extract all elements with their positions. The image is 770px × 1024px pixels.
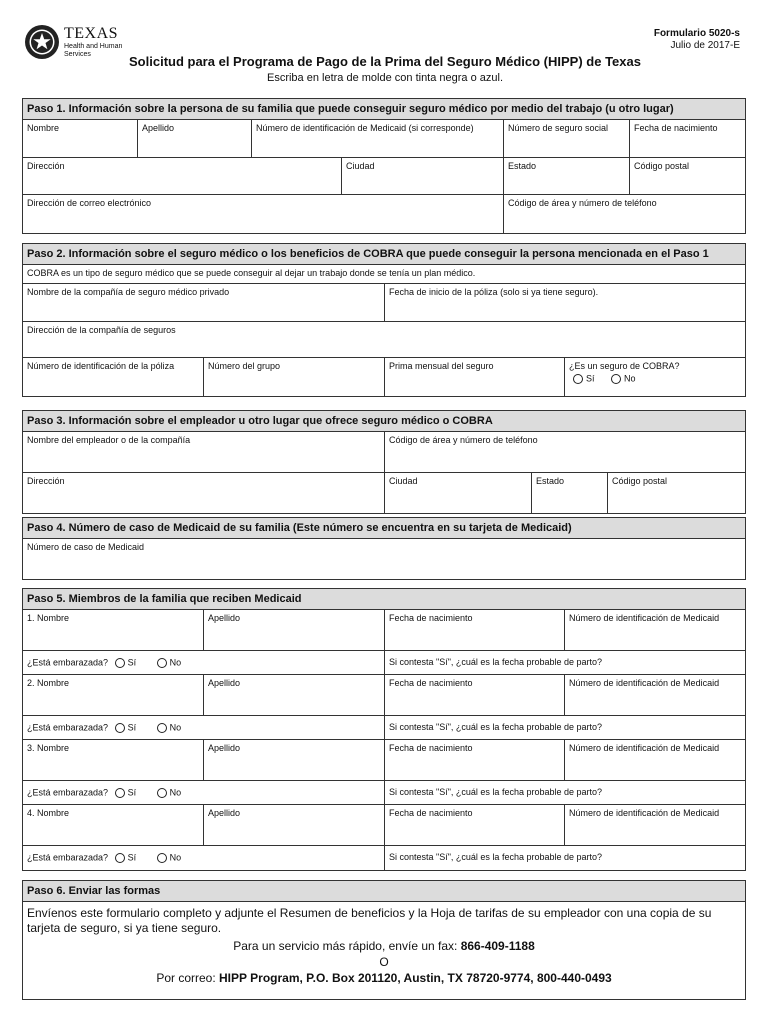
step2-company-address-field[interactable] (23, 322, 747, 357)
field-label: Fecha de nacimiento (389, 678, 473, 688)
mail-address: HIPP Program, P.O. Box 201120, Austin, TX 78720-9774, 800-440-0493 (219, 971, 612, 985)
form-number: Formulario 5020-s (653, 28, 740, 39)
member-2-pregnant-question (23, 716, 384, 739)
field-label: Número de identificación de Medicaid (si corresponde) (256, 123, 474, 133)
step3-zip-field[interactable] (607, 473, 747, 513)
member-1-medicaid-id-field[interactable] (564, 610, 747, 650)
member-2-medicaid-id-field[interactable] (564, 675, 747, 715)
field-label: Nombre de la compañía de seguro médico privado (27, 287, 230, 297)
field-label: Dirección de la compañía de seguros (27, 325, 176, 335)
field-label: Número del grupo (208, 361, 281, 371)
form-date: Julio de 2017-E (670, 40, 740, 51)
or-separator: O (379, 955, 389, 969)
member-2-first-name-field[interactable] (23, 675, 203, 715)
step1-dob-field[interactable] (629, 120, 747, 157)
step1-phone-field[interactable] (503, 195, 747, 233)
member-4-pregnant-question (23, 846, 384, 870)
field-label: 1. Nombre (27, 613, 70, 623)
member-1-pregnant-yes-radio[interactable] (115, 658, 125, 668)
member-3-pregnant-question (23, 781, 384, 804)
step1-heading: Paso 1. Información sobre la persona de su familia que puede conseguir seguro médico por medio del trabajo (u otro lugar) (23, 99, 745, 120)
member-3-due-date-field[interactable] (384, 781, 747, 804)
field-label: ¿Está embarazada? (27, 787, 109, 798)
step5-section (22, 588, 746, 871)
member-4-medicaid-id-field[interactable] (564, 805, 747, 845)
step1-last-name-field[interactable] (137, 120, 251, 157)
step1-row-address (23, 158, 745, 195)
step2-company-name-field[interactable] (23, 284, 384, 321)
step1-first-name-field[interactable] (23, 120, 137, 157)
member-3-last-name-field[interactable] (203, 740, 384, 780)
member-4-due-date-field[interactable] (384, 846, 747, 870)
step2-policy-id-field[interactable] (23, 358, 203, 396)
step4-row-case (23, 539, 745, 579)
step5-member-1-row (23, 610, 745, 651)
member-2-last-name-field[interactable] (203, 675, 384, 715)
step1-row-contact (23, 195, 745, 233)
step3-employer-name-field[interactable] (23, 432, 384, 472)
step2-row-note (23, 265, 745, 284)
member-1-pregnant-no-radio[interactable] (157, 658, 167, 668)
member-3-dob-field[interactable] (384, 740, 564, 780)
member-4-last-name-field[interactable] (203, 805, 384, 845)
step1-state-field[interactable] (503, 158, 629, 194)
step1-email-field[interactable] (23, 195, 503, 233)
field-label: Prima mensual del seguro (389, 361, 494, 371)
step2-section (22, 243, 746, 397)
option-label: No (169, 852, 182, 863)
field-label: Nombre del empleador o de la compañía (27, 435, 191, 445)
member-2-due-date-field[interactable] (384, 716, 747, 739)
step5-member-2-pregnancy-row (23, 716, 745, 740)
member-1-last-name-field[interactable] (203, 610, 384, 650)
cobra-note: COBRA es un tipo de seguro médico que se puede conseguir al dejar un trabajo donde se tenía un plan médico. (27, 268, 476, 278)
field-label: Apellido (142, 123, 175, 133)
field-label: Apellido (208, 743, 241, 753)
field-label: Dirección de correo electrónico (27, 198, 152, 208)
step1-city-field[interactable] (341, 158, 503, 194)
step2-row-company-address (23, 322, 745, 358)
field-label: Estado (536, 476, 565, 486)
option-label: No (169, 722, 182, 733)
form-id-block (654, 28, 740, 52)
field-label: 3. Nombre (27, 743, 70, 753)
member-2-dob-field[interactable] (384, 675, 564, 715)
field-label: Número de identificación de Medicaid (569, 743, 720, 753)
fax-line (23, 938, 745, 954)
member-3-medicaid-id-field[interactable] (564, 740, 747, 780)
field-label: Dirección (27, 161, 65, 171)
step5-member-1-pregnancy-row (23, 651, 745, 675)
step6-instructions: Envíenos este formulario completo y adjunte el Resumen de beneficios y la Hoja de tarifas de su empleador con una copia de su tarjeta de seguro, si ya tiene seguro. (27, 906, 712, 935)
step1-medicaid-id-field[interactable] (251, 120, 503, 157)
field-label: Número de seguro social (508, 123, 609, 133)
field-label: Ciudad (346, 161, 375, 171)
step1-zip-field[interactable] (629, 158, 747, 194)
step2-group-number-field[interactable] (203, 358, 384, 396)
field-label: 2. Nombre (27, 678, 70, 688)
member-2-pregnant-yes-radio[interactable] (115, 723, 125, 733)
field-label: Fecha de nacimiento (389, 743, 473, 753)
field-label: Número de identificación de Medicaid (569, 808, 720, 818)
page-title: Solicitud para el Programa de Pago de la Prima del Seguro Médico (HIPP) de Texas (129, 54, 641, 69)
field-label: Fecha de inicio de la póliza (solo si ya tiene seguro). (389, 287, 599, 297)
step3-address-field[interactable] (23, 473, 384, 513)
step5-member-3-pregnancy-row (23, 781, 745, 805)
field-label: Apellido (208, 678, 241, 688)
member-3-pregnant-no-radio[interactable] (157, 788, 167, 798)
field-label: Apellido (208, 613, 241, 623)
field-label: Fecha de nacimiento (634, 123, 718, 133)
option-label: Sí (127, 657, 137, 668)
option-label: Sí (127, 787, 137, 798)
step3-row-address (23, 473, 745, 513)
field-label: Si contesta "Sí", ¿cuál es la fecha probable de parto? (389, 852, 603, 862)
logo-wordmark: TEXAS (64, 25, 119, 42)
option-label: Sí (586, 373, 595, 384)
step2-premium-field[interactable] (384, 358, 564, 396)
step3-phone-field[interactable] (384, 432, 747, 472)
step3-section (22, 410, 746, 514)
step5-member-2-row (23, 675, 745, 716)
option-label: No (169, 787, 182, 798)
fax-prefix: Para un servicio más rápido, envíe un fax: (233, 939, 461, 953)
cobra-yes-radio[interactable] (573, 374, 583, 384)
step2-policy-start-field[interactable] (384, 284, 747, 321)
mail-prefix: Por correo: (156, 971, 220, 985)
step1-address-field[interactable] (23, 158, 341, 194)
option-label: No (169, 657, 182, 668)
step3-state-field[interactable] (531, 473, 607, 513)
step1-row-name (23, 120, 745, 158)
step5-member-4-pregnancy-row (23, 846, 745, 870)
fax-number: 866-409-1188 (460, 939, 535, 953)
step6-heading: Paso 6. Enviar las formas (23, 881, 745, 902)
field-label: Código postal (612, 476, 668, 486)
member-4-pregnant-no-radio[interactable] (157, 853, 167, 863)
step2-row-company (23, 284, 745, 322)
member-1-dob-field[interactable] (384, 610, 564, 650)
step1-section (22, 98, 746, 234)
step5-member-4-row (23, 805, 745, 846)
step2-heading: Paso 2. Información sobre el seguro médico o los beneficios de COBRA que puede conseguir la persona mencionada en el Paso 1 (23, 244, 745, 265)
step4-case-number-field[interactable] (23, 539, 747, 579)
field-label: Nombre (27, 123, 60, 133)
field-label: ¿Está embarazada? (27, 657, 109, 668)
step3-row-employer (23, 432, 745, 473)
option-label: No (624, 373, 636, 384)
option-label: Sí (127, 722, 137, 733)
field-label: Dirección (27, 476, 65, 486)
member-4-pregnant-yes-radio[interactable] (115, 853, 125, 863)
member-4-dob-field[interactable] (384, 805, 564, 845)
field-label: Si contesta "Sí", ¿cuál es la fecha probable de parto? (389, 657, 603, 667)
step3-heading: Paso 3. Información sobre el empleador u otro lugar que ofrece seguro médico o COBRA (23, 411, 745, 432)
field-label: Número de identificación de la póliza (27, 361, 175, 371)
step4-section (22, 517, 746, 580)
member-4-first-name-field[interactable] (23, 805, 203, 845)
member-3-pregnant-yes-radio[interactable] (115, 788, 125, 798)
field-label: Código de área y número de teléfono (389, 435, 538, 445)
option-label: Sí (127, 852, 137, 863)
logo-subtext: Health and Human Services (64, 43, 123, 58)
field-label: Si contesta "Sí", ¿cuál es la fecha probable de parto? (389, 722, 603, 732)
member-2-pregnant-no-radio[interactable] (157, 723, 167, 733)
step1-ssn-field[interactable] (503, 120, 629, 157)
field-label: Número de identificación de Medicaid (569, 678, 720, 688)
field-label: ¿Está embarazada? (27, 852, 109, 863)
step3-city-field[interactable] (384, 473, 531, 513)
member-1-first-name-field[interactable] (23, 610, 203, 650)
step5-heading: Paso 5. Miembros de la familia que reciben Medicaid (23, 589, 745, 610)
step4-heading: Paso 4. Número de caso de Medicaid de su familia (Este número se encuentra en su tarjeta de Medicaid) (23, 518, 745, 539)
member-3-first-name-field[interactable] (23, 740, 203, 780)
mail-line (23, 970, 745, 986)
field-label: Fecha de nacimiento (389, 613, 473, 623)
member-1-due-date-field[interactable] (384, 651, 747, 674)
field-label: Número de caso de Medicaid (27, 542, 145, 552)
field-label: 4. Nombre (27, 808, 70, 818)
field-label: Si contesta "Sí", ¿cuál es la fecha probable de parto? (389, 787, 603, 797)
step2-cobra-question (564, 358, 747, 396)
field-label: Código postal (634, 161, 690, 171)
step5-member-3-row (23, 740, 745, 781)
field-label: ¿Es un seguro de COBRA? (569, 361, 680, 371)
field-label: Ciudad (389, 476, 418, 486)
field-label: Código de área y número de teléfono (508, 198, 657, 208)
field-label: Fecha de nacimiento (389, 808, 473, 818)
field-label: Apellido (208, 808, 241, 818)
field-label: Estado (508, 161, 537, 171)
cobra-no-radio[interactable] (611, 374, 621, 384)
field-label: ¿Está embarazada? (27, 722, 109, 733)
page-subtitle: Escriba en letra de molde con tinta negra o azul. (266, 72, 504, 84)
field-label: Número de identificación de Medicaid (569, 613, 720, 623)
step6-section (22, 880, 746, 1000)
member-1-pregnant-question (23, 651, 384, 674)
step2-row-policy (23, 358, 745, 396)
